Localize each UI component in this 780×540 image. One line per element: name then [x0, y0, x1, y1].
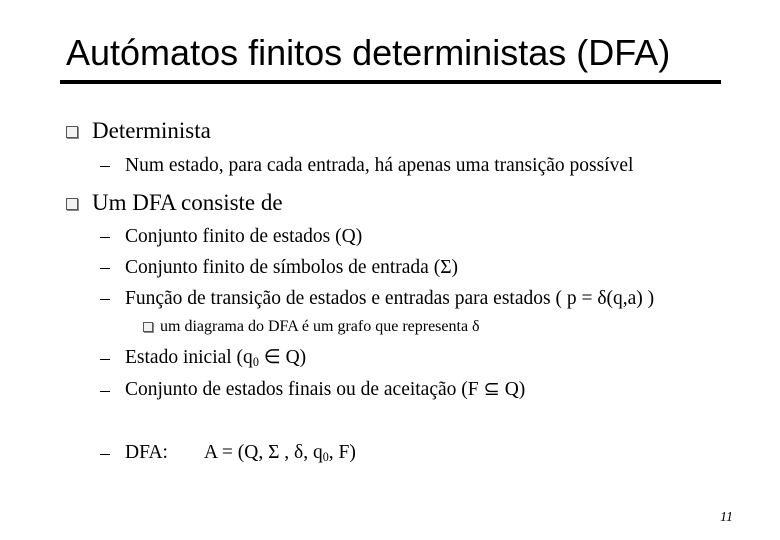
bullet-diagrama-dfa: um diagrama do DFA é um grafo que representa δ: [160, 318, 480, 335]
dash-bullet-icon: [100, 237, 110, 238]
bullet-dfa-label: DFA:: [125, 442, 168, 463]
bullet-funcao-transicao: Função de transição de estados e entradas para estados ( p = δ(q,a) ): [125, 288, 655, 309]
dash-bullet-icon: [100, 454, 110, 455]
page-number: 11: [720, 510, 733, 525]
square-bullet-icon: [66, 126, 78, 138]
bullet-estado-inicial: Estado inicial ($q_0$ ∈ Q): [125, 347, 307, 369]
bullet-determinista: Determinista: [92, 118, 211, 143]
dash-bullet-icon: [100, 299, 110, 300]
dash-bullet-icon: [100, 268, 110, 269]
dfa-tuple-formula: A = (Q, Σ , δ, $q_0$, F): [204, 442, 356, 464]
dash-bullet-icon: [100, 359, 110, 360]
slide-title: Autómatos finitos deterministas (DFA): [66, 32, 671, 73]
dash-bullet-icon: [100, 391, 110, 392]
square-bullet-icon: [66, 198, 78, 210]
bullet-conjunto-simbolos: Conjunto finito de símbolos de entrada (Σ): [125, 257, 459, 278]
bullet-estados-finais: Conjunto de estados finais ou de aceitação (F ⊆ Q): [125, 379, 526, 400]
bullet-determinista-definition: Num estado, para cada entrada, há apenas uma transição possível: [125, 155, 634, 176]
dash-bullet-icon: [100, 166, 110, 167]
bullet-dfa-consiste: Um DFA consiste de: [92, 190, 283, 215]
bullet-conjunto-estados: Conjunto finito de estados (Q): [125, 226, 363, 247]
square-bullet-icon: [143, 322, 153, 332]
title-underline: [60, 80, 721, 84]
